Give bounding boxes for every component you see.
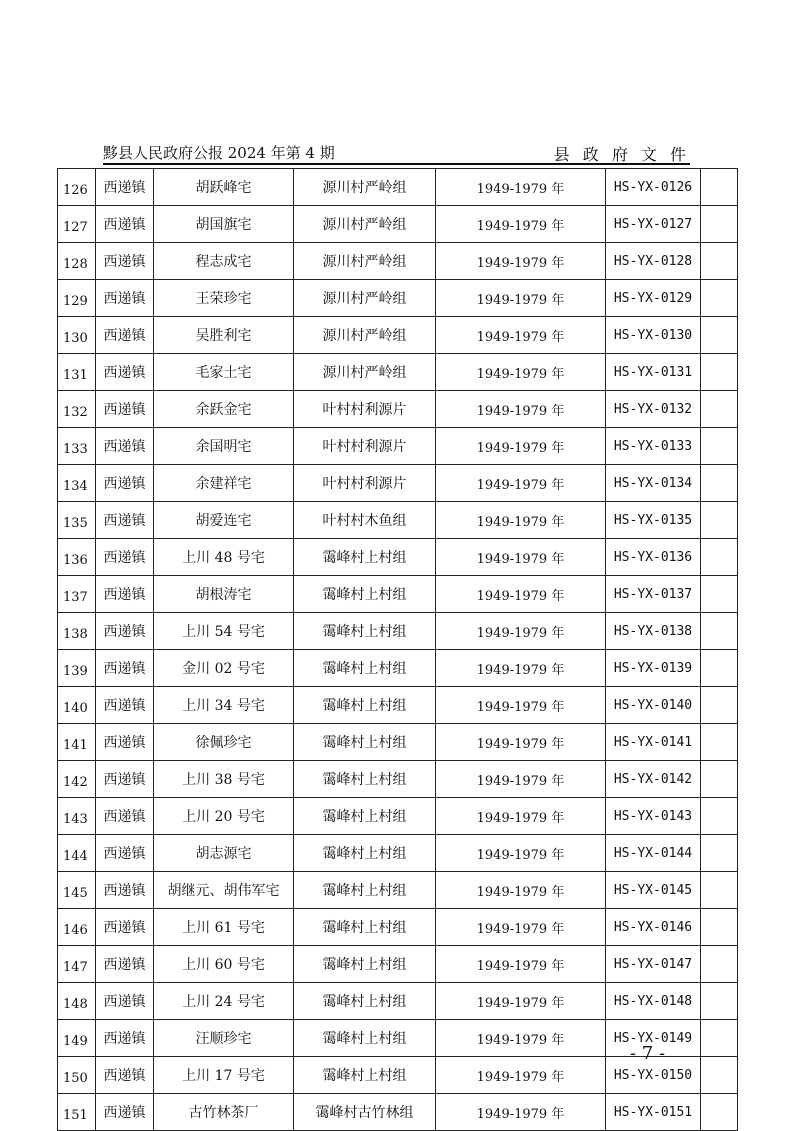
period-cell: 1949-1979 年 — [436, 835, 606, 872]
row-number-cell: 147 — [58, 946, 96, 983]
row-number-cell: 136 — [58, 539, 96, 576]
note-cell — [701, 946, 738, 983]
record-code-cell: HS-YX-0148 — [606, 983, 701, 1020]
note-cell — [701, 761, 738, 798]
location-cell: 叶村村利源片 — [294, 428, 436, 465]
row-number-cell: 127 — [58, 206, 96, 243]
note-cell — [701, 169, 738, 206]
town-cell: 西递镇 — [96, 576, 154, 613]
town-cell: 西递镇 — [96, 909, 154, 946]
location-cell: 霭峰村上村组 — [294, 613, 436, 650]
row-number-cell: 137 — [58, 576, 96, 613]
location-cell: 霭峰村上村组 — [294, 946, 436, 983]
record-code-cell: HS-YX-0126 — [606, 169, 701, 206]
town-cell: 西递镇 — [96, 946, 154, 983]
row-number-cell: 135 — [58, 502, 96, 539]
note-cell — [701, 872, 738, 909]
record-code-cell: HS-YX-0134 — [606, 465, 701, 502]
note-cell — [701, 354, 738, 391]
bulletin-title: 黟县人民政府公报 2024 年第 4 期 — [103, 144, 335, 162]
note-cell — [701, 650, 738, 687]
period-cell: 1949-1979 年 — [436, 724, 606, 761]
row-number-cell: 140 — [58, 687, 96, 724]
record-code-cell: HS-YX-0141 — [606, 724, 701, 761]
note-cell — [701, 1057, 738, 1094]
table-row — [58, 317, 738, 354]
period-cell: 1949-1979 年 — [436, 946, 606, 983]
location-cell: 霭峰村上村组 — [294, 872, 436, 909]
building-name-cell: 胡爱连宅 — [154, 502, 294, 539]
building-name-cell: 胡跃峰宅 — [154, 169, 294, 206]
row-number-cell: 130 — [58, 317, 96, 354]
location-cell: 源川村严岭组 — [294, 206, 436, 243]
town-cell: 西递镇 — [96, 650, 154, 687]
building-name-cell: 徐佩珍宅 — [154, 724, 294, 761]
building-name-cell: 胡国旗宅 — [154, 206, 294, 243]
table-row — [58, 502, 738, 539]
period-cell: 1949-1979 年 — [436, 798, 606, 835]
row-number-cell: 139 — [58, 650, 96, 687]
period-cell: 1949-1979 年 — [436, 391, 606, 428]
record-code-cell: HS-YX-0135 — [606, 502, 701, 539]
period-cell: 1949-1979 年 — [436, 169, 606, 206]
town-cell: 西递镇 — [96, 613, 154, 650]
period-cell: 1949-1979 年 — [436, 983, 606, 1020]
town-cell: 西递镇 — [96, 280, 154, 317]
town-cell: 西递镇 — [96, 1057, 154, 1094]
location-cell: 源川村严岭组 — [294, 354, 436, 391]
table-row — [58, 835, 738, 872]
record-code-cell: HS-YX-0142 — [606, 761, 701, 798]
building-name-cell: 余跃金宅 — [154, 391, 294, 428]
building-name-cell: 上川 48 号宅 — [154, 539, 294, 576]
row-number-cell: 144 — [58, 835, 96, 872]
row-number-cell: 132 — [58, 391, 96, 428]
table-body — [58, 169, 738, 1131]
town-cell: 西递镇 — [96, 872, 154, 909]
row-number-cell: 138 — [58, 613, 96, 650]
table-row — [58, 465, 738, 502]
table-row — [58, 872, 738, 909]
period-cell: 1949-1979 年 — [436, 206, 606, 243]
location-cell: 霭峰村上村组 — [294, 909, 436, 946]
period-cell: 1949-1979 年 — [436, 1020, 606, 1057]
table-row — [58, 206, 738, 243]
record-code-cell: HS-YX-0131 — [606, 354, 701, 391]
table-row — [58, 687, 738, 724]
record-code-cell: HS-YX-0136 — [606, 539, 701, 576]
town-cell: 西递镇 — [96, 465, 154, 502]
town-cell: 西递镇 — [96, 169, 154, 206]
location-cell: 源川村严岭组 — [294, 243, 436, 280]
table-row — [58, 576, 738, 613]
building-name-cell: 金川 02 号宅 — [154, 650, 294, 687]
record-code-cell: HS-YX-0140 — [606, 687, 701, 724]
section-label: 县 政 府 文 件 — [553, 145, 690, 164]
table-row — [58, 1094, 738, 1131]
note-cell — [701, 539, 738, 576]
town-cell: 西递镇 — [96, 761, 154, 798]
row-number-cell: 148 — [58, 983, 96, 1020]
table-row — [58, 909, 738, 946]
town-cell: 西递镇 — [96, 317, 154, 354]
location-cell: 源川村严岭组 — [294, 317, 436, 354]
town-cell: 西递镇 — [96, 391, 154, 428]
period-cell: 1949-1979 年 — [436, 539, 606, 576]
building-name-cell: 吴胜利宅 — [154, 317, 294, 354]
row-number-cell: 126 — [58, 169, 96, 206]
record-code-cell: HS-YX-0130 — [606, 317, 701, 354]
record-code-cell: HS-YX-0147 — [606, 946, 701, 983]
town-cell: 西递镇 — [96, 428, 154, 465]
row-number-cell: 128 — [58, 243, 96, 280]
period-cell: 1949-1979 年 — [436, 502, 606, 539]
period-cell: 1949-1979 年 — [436, 650, 606, 687]
table-row — [58, 724, 738, 761]
town-cell: 西递镇 — [96, 798, 154, 835]
table-row — [58, 650, 738, 687]
record-code-cell: HS-YX-0139 — [606, 650, 701, 687]
record-code-cell: HS-YX-0146 — [606, 909, 701, 946]
table-row — [58, 354, 738, 391]
building-name-cell: 上川 20 号宅 — [154, 798, 294, 835]
row-number-cell: 129 — [58, 280, 96, 317]
location-cell: 霭峰村上村组 — [294, 798, 436, 835]
town-cell: 西递镇 — [96, 206, 154, 243]
note-cell — [701, 502, 738, 539]
table-row — [58, 539, 738, 576]
building-name-cell: 胡根涛宅 — [154, 576, 294, 613]
table-row — [58, 946, 738, 983]
building-name-cell: 胡志源宅 — [154, 835, 294, 872]
period-cell: 1949-1979 年 — [436, 1094, 606, 1131]
location-cell: 叶村村木鱼组 — [294, 502, 436, 539]
record-code-cell: HS-YX-0145 — [606, 872, 701, 909]
town-cell: 西递镇 — [96, 539, 154, 576]
period-cell: 1949-1979 年 — [436, 280, 606, 317]
table-row — [58, 613, 738, 650]
building-name-cell: 上川 34 号宅 — [154, 687, 294, 724]
row-number-cell: 151 — [58, 1094, 96, 1131]
building-name-cell: 上川 54 号宅 — [154, 613, 294, 650]
location-cell: 霭峰村上村组 — [294, 1057, 436, 1094]
record-code-cell: HS-YX-0137 — [606, 576, 701, 613]
building-name-cell: 上川 38 号宅 — [154, 761, 294, 798]
location-cell: 霭峰村上村组 — [294, 539, 436, 576]
note-cell — [701, 391, 738, 428]
row-number-cell: 146 — [58, 909, 96, 946]
period-cell: 1949-1979 年 — [436, 576, 606, 613]
town-cell: 西递镇 — [96, 354, 154, 391]
row-number-cell: 149 — [58, 1020, 96, 1057]
note-cell — [701, 317, 738, 354]
record-code-cell: HS-YX-0150 — [606, 1057, 701, 1094]
row-number-cell: 141 — [58, 724, 96, 761]
period-cell: 1949-1979 年 — [436, 465, 606, 502]
page-header — [103, 140, 690, 164]
record-code-cell: HS-YX-0151 — [606, 1094, 701, 1131]
town-cell: 西递镇 — [96, 1020, 154, 1057]
period-cell: 1949-1979 年 — [436, 1057, 606, 1094]
town-cell: 西递镇 — [96, 502, 154, 539]
row-number-cell: 150 — [58, 1057, 96, 1094]
period-cell: 1949-1979 年 — [436, 317, 606, 354]
building-name-cell: 王荣珍宅 — [154, 280, 294, 317]
period-cell: 1949-1979 年 — [436, 243, 606, 280]
note-cell — [701, 1094, 738, 1131]
table-row — [58, 169, 738, 206]
heritage-records-table — [57, 168, 738, 1131]
note-cell — [701, 724, 738, 761]
record-code-cell: HS-YX-0144 — [606, 835, 701, 872]
note-cell — [701, 206, 738, 243]
note-cell — [701, 835, 738, 872]
location-cell: 源川村严岭组 — [294, 280, 436, 317]
period-cell: 1949-1979 年 — [436, 909, 606, 946]
note-cell — [701, 465, 738, 502]
town-cell: 西递镇 — [96, 724, 154, 761]
row-number-cell: 143 — [58, 798, 96, 835]
note-cell — [701, 687, 738, 724]
table-row — [58, 428, 738, 465]
header-rule — [103, 163, 690, 165]
table-row — [58, 391, 738, 428]
page-number: - 7 - — [630, 1043, 666, 1064]
town-cell: 西递镇 — [96, 687, 154, 724]
note-cell — [701, 576, 738, 613]
row-number-cell: 142 — [58, 761, 96, 798]
town-cell: 西递镇 — [96, 1094, 154, 1131]
building-name-cell: 上川 24 号宅 — [154, 983, 294, 1020]
note-cell — [701, 1020, 738, 1057]
period-cell: 1949-1979 年 — [436, 687, 606, 724]
record-code-cell: HS-YX-0127 — [606, 206, 701, 243]
building-name-cell: 余国明宅 — [154, 428, 294, 465]
location-cell: 霭峰村古竹林组 — [294, 1094, 436, 1131]
record-code-cell: HS-YX-0133 — [606, 428, 701, 465]
table-row — [58, 243, 738, 280]
location-cell: 霭峰村上村组 — [294, 1020, 436, 1057]
location-cell: 霭峰村上村组 — [294, 724, 436, 761]
building-name-cell: 上川 60 号宅 — [154, 946, 294, 983]
row-number-cell: 145 — [58, 872, 96, 909]
row-number-cell: 134 — [58, 465, 96, 502]
record-code-cell: HS-YX-0132 — [606, 391, 701, 428]
location-cell: 霭峰村上村组 — [294, 576, 436, 613]
row-number-cell: 133 — [58, 428, 96, 465]
note-cell — [701, 428, 738, 465]
building-name-cell: 汪顺珍宅 — [154, 1020, 294, 1057]
location-cell: 霭峰村上村组 — [294, 983, 436, 1020]
building-name-cell: 上川 17 号宅 — [154, 1057, 294, 1094]
period-cell: 1949-1979 年 — [436, 761, 606, 798]
building-name-cell: 毛家土宅 — [154, 354, 294, 391]
record-code-cell: HS-YX-0129 — [606, 280, 701, 317]
note-cell — [701, 983, 738, 1020]
note-cell — [701, 909, 738, 946]
building-name-cell: 古竹林茶厂 — [154, 1094, 294, 1131]
record-code-cell: HS-YX-0128 — [606, 243, 701, 280]
location-cell: 叶村村利源片 — [294, 465, 436, 502]
table-row — [58, 798, 738, 835]
table-row — [58, 280, 738, 317]
table-row — [58, 983, 738, 1020]
note-cell — [701, 613, 738, 650]
note-cell — [701, 280, 738, 317]
town-cell: 西递镇 — [96, 983, 154, 1020]
location-cell: 源川村严岭组 — [294, 169, 436, 206]
record-code-cell: HS-YX-0138 — [606, 613, 701, 650]
town-cell: 西递镇 — [96, 835, 154, 872]
note-cell — [701, 243, 738, 280]
record-code-cell: HS-YX-0149 — [606, 1020, 701, 1057]
period-cell: 1949-1979 年 — [436, 354, 606, 391]
location-cell: 叶村村利源片 — [294, 391, 436, 428]
table-row — [58, 761, 738, 798]
period-cell: 1949-1979 年 — [436, 613, 606, 650]
building-name-cell: 程志成宅 — [154, 243, 294, 280]
record-code-cell: HS-YX-0143 — [606, 798, 701, 835]
location-cell: 霭峰村上村组 — [294, 761, 436, 798]
location-cell: 霭峰村上村组 — [294, 835, 436, 872]
location-cell: 霭峰村上村组 — [294, 650, 436, 687]
note-cell — [701, 798, 738, 835]
location-cell: 霭峰村上村组 — [294, 687, 436, 724]
building-name-cell: 余建祥宅 — [154, 465, 294, 502]
building-name-cell: 胡继元、胡伟军宅 — [154, 872, 294, 909]
row-number-cell: 131 — [58, 354, 96, 391]
period-cell: 1949-1979 年 — [436, 872, 606, 909]
building-name-cell: 上川 61 号宅 — [154, 909, 294, 946]
town-cell: 西递镇 — [96, 243, 154, 280]
period-cell: 1949-1979 年 — [436, 428, 606, 465]
